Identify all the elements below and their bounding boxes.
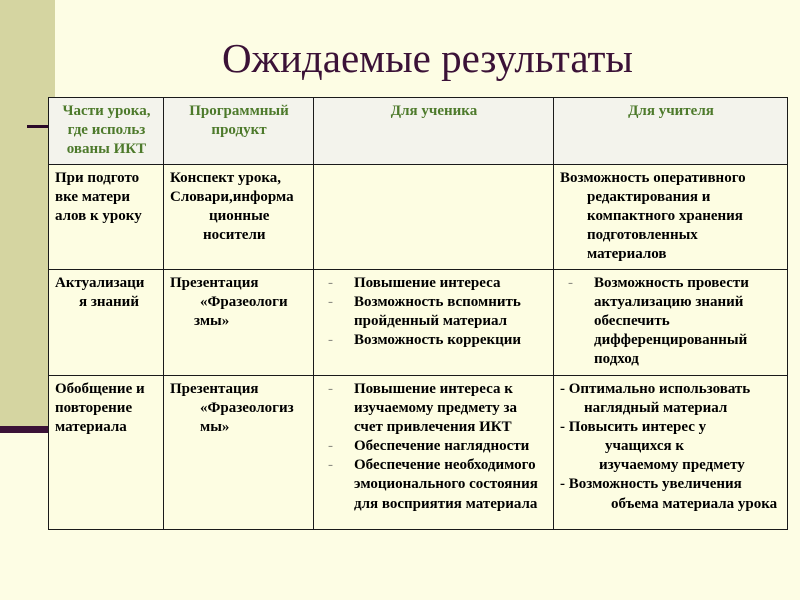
results-table [48,97,788,530]
cell-text-line: Конспект урока, [170,169,281,186]
cell-text-line: носители [203,227,266,244]
cell-text-line: редактирования и [587,188,711,205]
cell-text-line: - Повысить интерес у [560,418,707,435]
side-band-decoration [0,0,55,427]
bullet-item [320,274,548,293]
column-header [164,98,314,165]
table-row [49,164,788,269]
bullet-dash: - [328,293,333,310]
cell-text-line: «Фразеологи [200,293,288,310]
table-cell [554,269,788,375]
cell-text-line: повторение [55,399,133,416]
table-cell [314,164,554,269]
cell-text-line: Актуализаци [55,274,145,291]
table-cell [49,164,164,269]
bullet-text: Возможность провести актуализацию знаний обеспечить дифференцированный подход [594,274,749,368]
cell-text-line: компактного хранения [587,207,743,224]
cell-text-line: ционные [209,207,270,224]
bullet-text: Обеспечение наглядности [354,438,530,455]
column-header-line: где использ [67,122,146,139]
column-header [554,98,788,165]
cell-text-line: материала [55,418,127,435]
cell-text-line: - Оптимально использовать [560,380,751,397]
cell-text-line: наглядный материал [584,399,728,416]
table-header-row [49,98,788,165]
column-header-line: Для ученика [390,103,478,119]
bullet-dash: - [328,438,333,455]
bullet-text: Повышение интереса [354,274,501,291]
cell-text-line: вке матери [55,188,131,205]
bullet-dash: - [328,274,333,291]
cell-text-line: объема материала урока [611,495,778,512]
cell-text-line: змы» [194,312,230,329]
cell-text-line: Словари,информа [170,188,294,205]
bullet-item [320,456,548,514]
bullet-dash: - [568,274,573,291]
column-header-line: Для учителя [628,103,714,119]
column-header [314,98,554,165]
bullet-item [320,293,548,331]
column-header-line: Программный [189,103,289,119]
table-cell [164,269,314,375]
table-cell [314,375,554,529]
cell-text-line: мы» [200,418,230,435]
cell-text-line: учащихся к [605,438,684,455]
table-cell [164,164,314,269]
table-cell [49,375,164,529]
slide-title: Ожидаемые результаты [222,35,633,81]
table-cell [554,164,788,269]
table-cell [49,269,164,375]
bullet-item [320,380,548,438]
bullet-text: Возможность коррекции [354,332,522,349]
cell-text-line: подготовленных [587,227,698,244]
bullet-item [560,274,782,370]
bullet-dash: - [328,332,333,349]
column-header [49,98,164,165]
table-cell [554,375,788,529]
cell-text-line: Презентация [170,380,259,397]
left-dash-decoration [27,125,48,128]
bullet-text: Повышение интереса к изучаемому предмету за счет привлечения ИКТ [354,380,518,435]
table-cell [314,269,554,375]
cell-text-line: Презентация [170,274,259,291]
bullet-dash: - [328,457,333,474]
bullet-dash: - [328,380,333,397]
column-header-line: Части урока, [62,103,151,119]
column-header-line: ованы ИКТ [66,141,147,158]
cell-text-line: материалов [587,246,667,263]
cell-text-line: «Фразеологиз [200,399,294,416]
cell-text-line: я знаний [79,293,139,310]
cell-text-line: Обобщение и [55,380,145,397]
table-body [49,164,788,529]
bullet-text: Обеспечение необходимого эмоционального состояния для восприятия материала [354,457,538,512]
cell-text-line: изучаемому предмету [599,457,745,474]
bullet-item [320,331,548,350]
cell-text-line: При подгото [55,169,140,186]
cell-text-line: алов к уроку [55,207,142,224]
table-cell [164,375,314,529]
table-row [49,269,788,375]
cell-text-line: Возможность оперативного [560,169,746,186]
bullet-item [320,437,548,456]
cell-text-line: - Возможность увеличения [560,476,742,493]
bullet-text: Возможность вспомнить пройденный материал [354,293,521,329]
column-header-line: продукт [211,122,267,139]
table-row [49,375,788,529]
table-header [49,98,788,165]
